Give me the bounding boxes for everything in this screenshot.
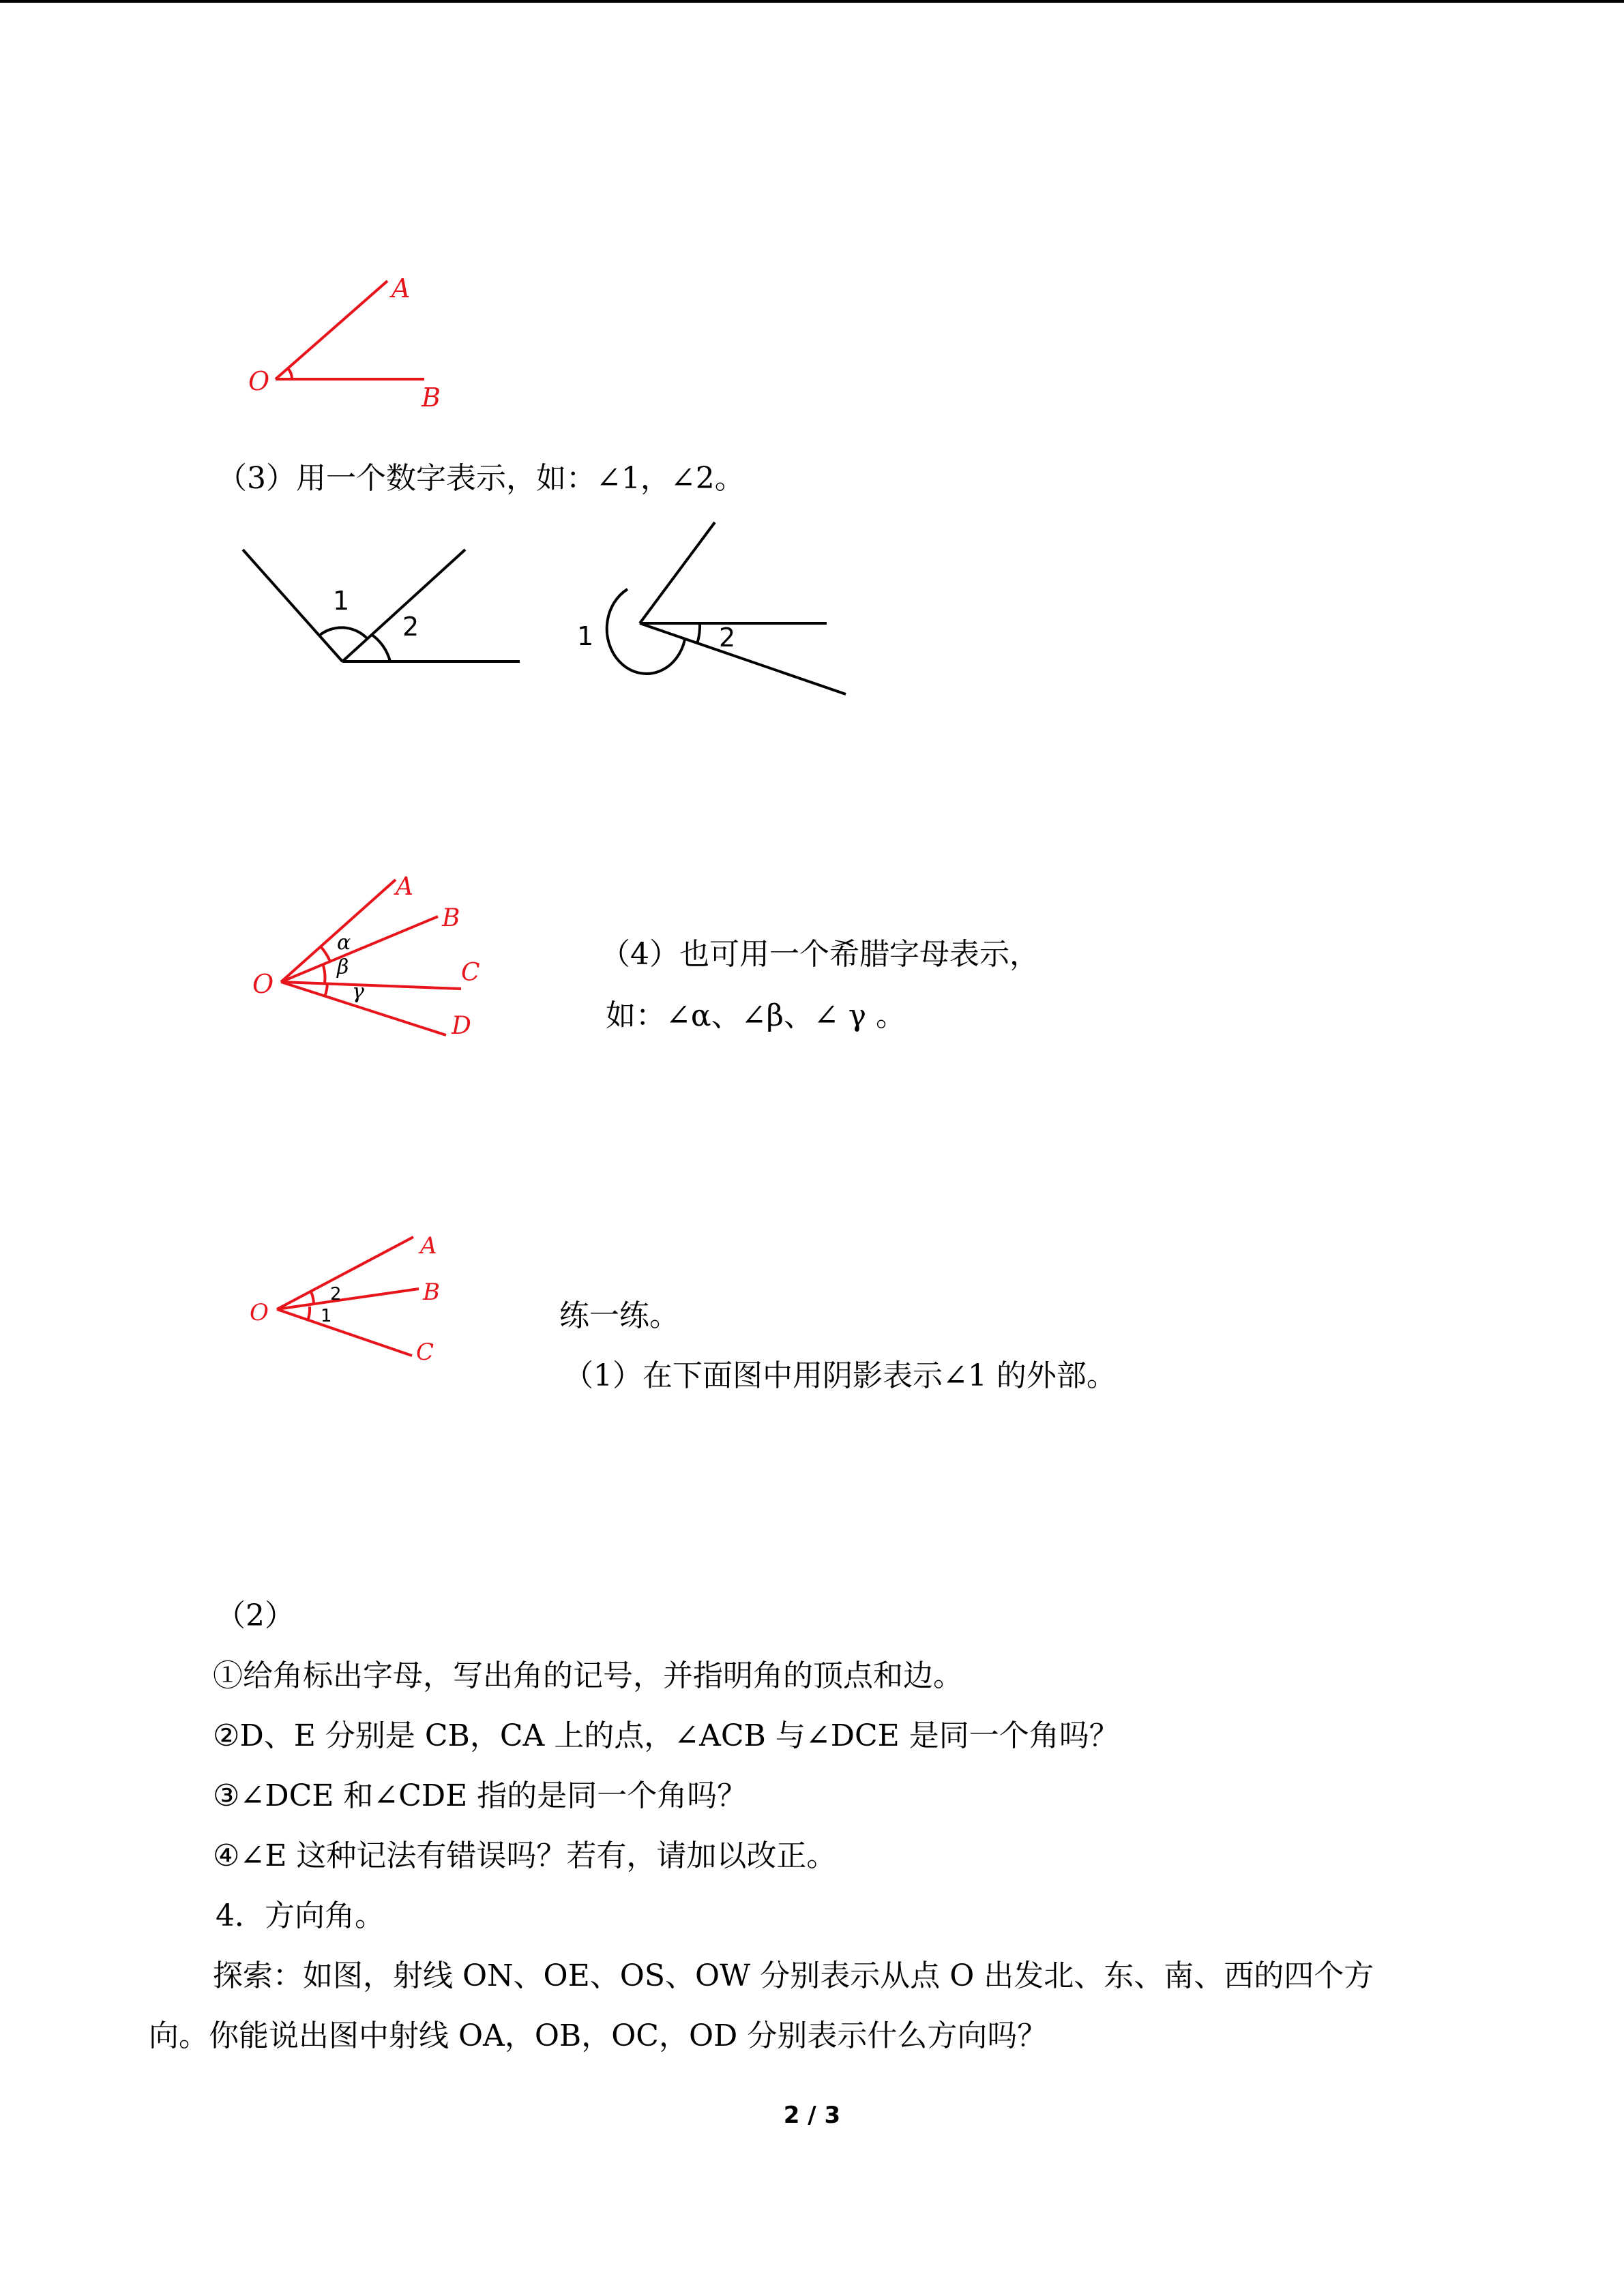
angle-arc bbox=[288, 368, 292, 379]
explore-line-1: 探索：如图，射线 ON、OE、OS、OW 分别表示从点 O 出发北、东、南、西的四个方 bbox=[213, 1958, 1374, 1993]
ray-oa-4 bbox=[277, 1237, 413, 1309]
label-a: A bbox=[392, 273, 411, 303]
right-ray-3 bbox=[640, 623, 846, 694]
ray-oc-4 bbox=[277, 1309, 412, 1356]
practice-item-4: ④∠E 这种记法有错误吗？若有，请加以改正。 bbox=[213, 1838, 837, 1873]
section-4-example: 如：∠α、∠β、∠ γ 。 bbox=[606, 998, 906, 1033]
angle-label-2: 2 bbox=[402, 612, 419, 642]
label-gamma: γ bbox=[352, 980, 364, 1004]
heading-direction-angle: 4．方向角。 bbox=[216, 1898, 385, 1933]
explore-line-2: 向。你能说出图中射线 OA，OB，OC，OD 分别表示什么方向吗？ bbox=[149, 2018, 1048, 2053]
angle-label-2-right: 2 bbox=[719, 623, 736, 653]
section-3-text: （3）用一个数字表示，如：∠1，∠2。 bbox=[217, 461, 745, 496]
left-ray-2 bbox=[342, 550, 465, 661]
section-4-text: （4）也可用一个希腊字母表示， bbox=[600, 937, 1039, 972]
label-o-3: O bbox=[252, 969, 274, 999]
practice-title: 练一练。 bbox=[559, 1298, 679, 1333]
greek-angles-figure bbox=[281, 880, 461, 1035]
alpha-arc bbox=[321, 946, 330, 961]
arc-2 bbox=[371, 634, 390, 661]
ray-oc-3 bbox=[281, 982, 461, 989]
label-2-4: 2 bbox=[330, 1284, 342, 1304]
number-angles-figure-right bbox=[607, 522, 846, 694]
label-beta: β bbox=[337, 955, 349, 979]
label-b-4: B bbox=[423, 1279, 440, 1306]
practice-item-1: ①给角标出字母，写出角的记号，并指明角的顶点和边。 bbox=[213, 1658, 963, 1693]
label-c-4: C bbox=[416, 1339, 434, 1366]
beta-arc bbox=[323, 966, 325, 983]
label-d-3: D bbox=[452, 1012, 471, 1040]
label-a-4: A bbox=[420, 1232, 437, 1259]
gamma-arc bbox=[325, 983, 327, 997]
label-o: O bbox=[248, 366, 270, 396]
ray-oa-3 bbox=[281, 880, 396, 982]
ray-ob-4 bbox=[277, 1289, 419, 1309]
right-ray-1 bbox=[640, 522, 715, 623]
arc-1-4 bbox=[308, 1307, 310, 1319]
angle-label-1-right: 1 bbox=[577, 621, 594, 651]
ray-ob-3 bbox=[281, 916, 438, 982]
arc-2-right bbox=[697, 623, 700, 644]
label-o-4: O bbox=[250, 1299, 269, 1326]
label-c-3: C bbox=[461, 959, 480, 987]
number-angles-figure-left bbox=[243, 550, 520, 661]
ray-od-3 bbox=[281, 982, 446, 1035]
numbered-red-angles-figure bbox=[277, 1237, 419, 1356]
arc-1 bbox=[319, 627, 367, 638]
label-b-3: B bbox=[442, 904, 460, 932]
ray-oa bbox=[276, 281, 387, 379]
arc-2-4 bbox=[311, 1292, 314, 1304]
practice-question-1: （1）在下面图中用阴影表示∠1 的外部。 bbox=[563, 1358, 1117, 1393]
top-border bbox=[0, 0, 1624, 3]
label-b: B bbox=[422, 383, 441, 413]
label-1-4: 1 bbox=[321, 1306, 332, 1326]
reflex-arc-1 bbox=[607, 589, 685, 674]
practice-item-3: ③∠DCE 和∠CDE 指的是同一个角吗？ bbox=[213, 1778, 748, 1813]
label-alpha: α bbox=[337, 931, 351, 955]
practice-item-2: ②D、E 分别是 CB，CA 上的点，∠ACB 与∠DCE 是同一个角吗？ bbox=[213, 1718, 1119, 1753]
angle-label-1: 1 bbox=[333, 586, 350, 616]
page-number: 2 / 3 bbox=[783, 2102, 841, 2129]
label-a-3: A bbox=[396, 873, 413, 901]
practice-question-2-label: （2） bbox=[216, 1598, 295, 1633]
left-ray-1 bbox=[243, 550, 342, 661]
